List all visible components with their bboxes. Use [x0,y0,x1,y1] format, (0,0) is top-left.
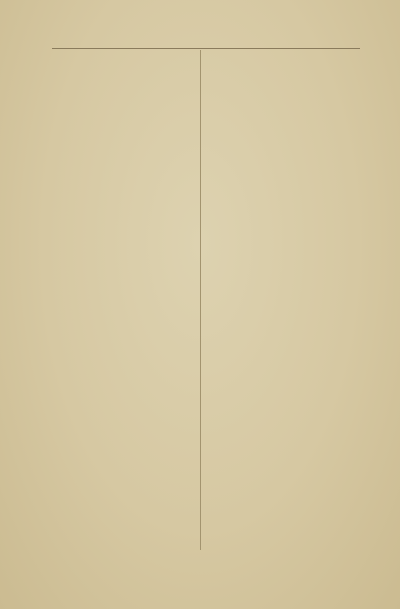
header-rule [52,48,360,49]
column-divider [200,50,201,550]
right-column [205,54,349,552]
left-column [52,54,196,552]
